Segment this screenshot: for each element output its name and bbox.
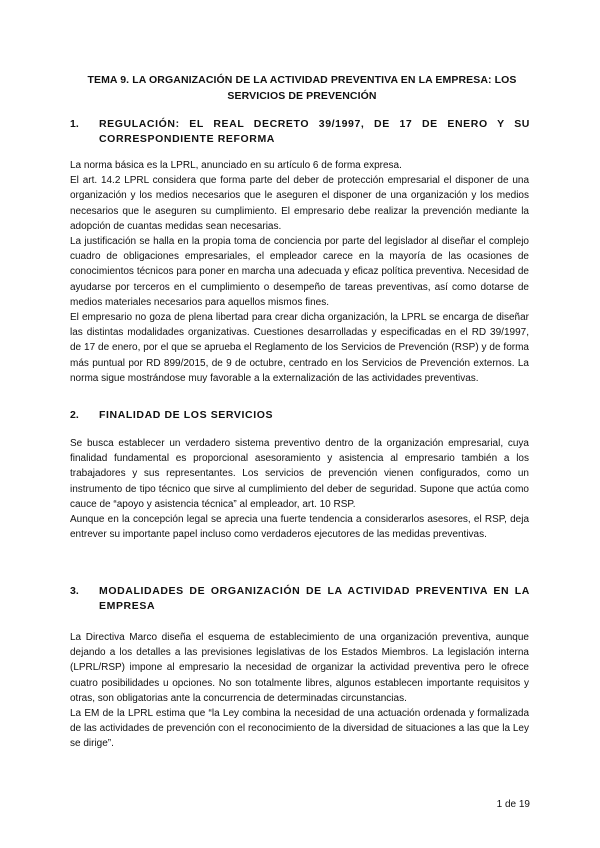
section-number: 2. <box>70 409 79 421</box>
paragraph: Se busca establecer un verdadero sistema preventivo dentro de la organización empresarial, cuya finalidad fundamental es proporcional asesoramiento y asistencia al empresario también a los trabajadores y sus representantes. Los servicios de prevención vienen configurados, como un instrumento de tipo técnico que sirve al cumplimiento del deber de seguridad. Supone que actúa como cauce de “apoyo y asistencia técnica” al empleador, art. 10 RSP. <box>70 438 529 510</box>
section-title: FINALIDAD DE LOS SERVICIOS <box>99 409 274 421</box>
paragraph: El empresario no goza de plena libertad para crear dicha organización, la LPRL se encarga de diseñar las distintas modalidades organizativas. Cuestiones desarrolladas y especificadas en el RD 39/1997, de 17 de enero, por el que se aprueba el Reglamento de los Servicios de Prevención (RSP) y de forma más puntual por RD 899/2015, de 9 de octubre, centrado en los Servicios de Prevención externos. La norma sigue mostrándose muy favorable a la externalización de las actividades preventivas. <box>70 312 529 384</box>
section-1-heading <box>70 117 530 147</box>
section-3-body <box>70 630 529 752</box>
paragraph: La Directiva Marco diseña el esquema de establecimiento de una organización preventiva, aunque dejando a los detalles a las previsiones legislativas de los Estados Miembros. La legislación interna (LPRL/RSP) impone al empresario la necesidad de organizar la actividad preventiva pero le ofrece cuatro posibilidades u opciones. No son totalmente libres, algunos establecen importante requisitos y otras, son obligatorias ante la concurrencia de determinadas circunstancias. <box>70 632 529 704</box>
section-number: 1. <box>70 118 79 130</box>
section-title: REGULACIÓN: EL REAL DECRETO 39/1997, DE 17 DE ENERO Y SU CORRESPONDIENTE REFORMA <box>99 118 530 145</box>
paragraph: La EM de la LPRL estima que “la Ley combina la necesidad de una actuación ordenada y formalizada de las actividades de prevención con el reconocimiento de la diversidad de situaciones a las que la Ley se dirige”. <box>70 708 529 750</box>
section-3-heading <box>70 584 530 614</box>
paragraph: La norma básica es la LPRL, anunciado en su artículo 6 de forma expresa. <box>70 160 402 171</box>
section-title: MODALIDADES DE ORGANIZACIÓN DE LA ACTIVIDAD PREVENTIVA EN LA EMPRESA <box>99 585 530 612</box>
section-2-body <box>70 436 529 542</box>
section-2-heading <box>70 408 530 423</box>
section-1-body <box>70 158 529 386</box>
document-title: TEMA 9. LA ORGANIZACIÓN DE LA ACTIVIDAD PREVENTIVA EN LA EMPRESA: LOS SERVICIOS DE PREVENCIÓN <box>87 74 517 102</box>
paragraph: Aunque en la concepción legal se aprecia una fuerte tendencia a considerarlos asesores, el RSP, deja entrever su importante papel incluso como verdaderos ejecutores de las medidas preventivas. <box>70 514 529 541</box>
section-number: 3. <box>70 585 79 597</box>
page-number: 1 de 19 <box>496 799 530 810</box>
paragraph: El art. 14.2 LPRL considera que forma parte del deber de protección empresarial el disponer de una organización y los medios necesarios que le aseguren el disponer de una organización y los medios necesarios que le aseguren su cumplimiento. El empresario debe realizar la prevención mediante la adopción de cuantas medidas sean necesarias. <box>70 175 529 232</box>
paragraph: La justificación se halla en la propia toma de conciencia por parte del legislador al diseñar el complejo cuadro de obligaciones empresariales, el empleador carece en la mayoría de las ocasiones de conocimientos técnicos para poner en marcha una adecuada y eficaz política preventiva. Necesidad de ayudarse por terceros en el cumplimiento o desempeño de tareas preventivas, así como dotarse de medios materiales necesarios para aquellos mismos fines. <box>70 236 529 308</box>
